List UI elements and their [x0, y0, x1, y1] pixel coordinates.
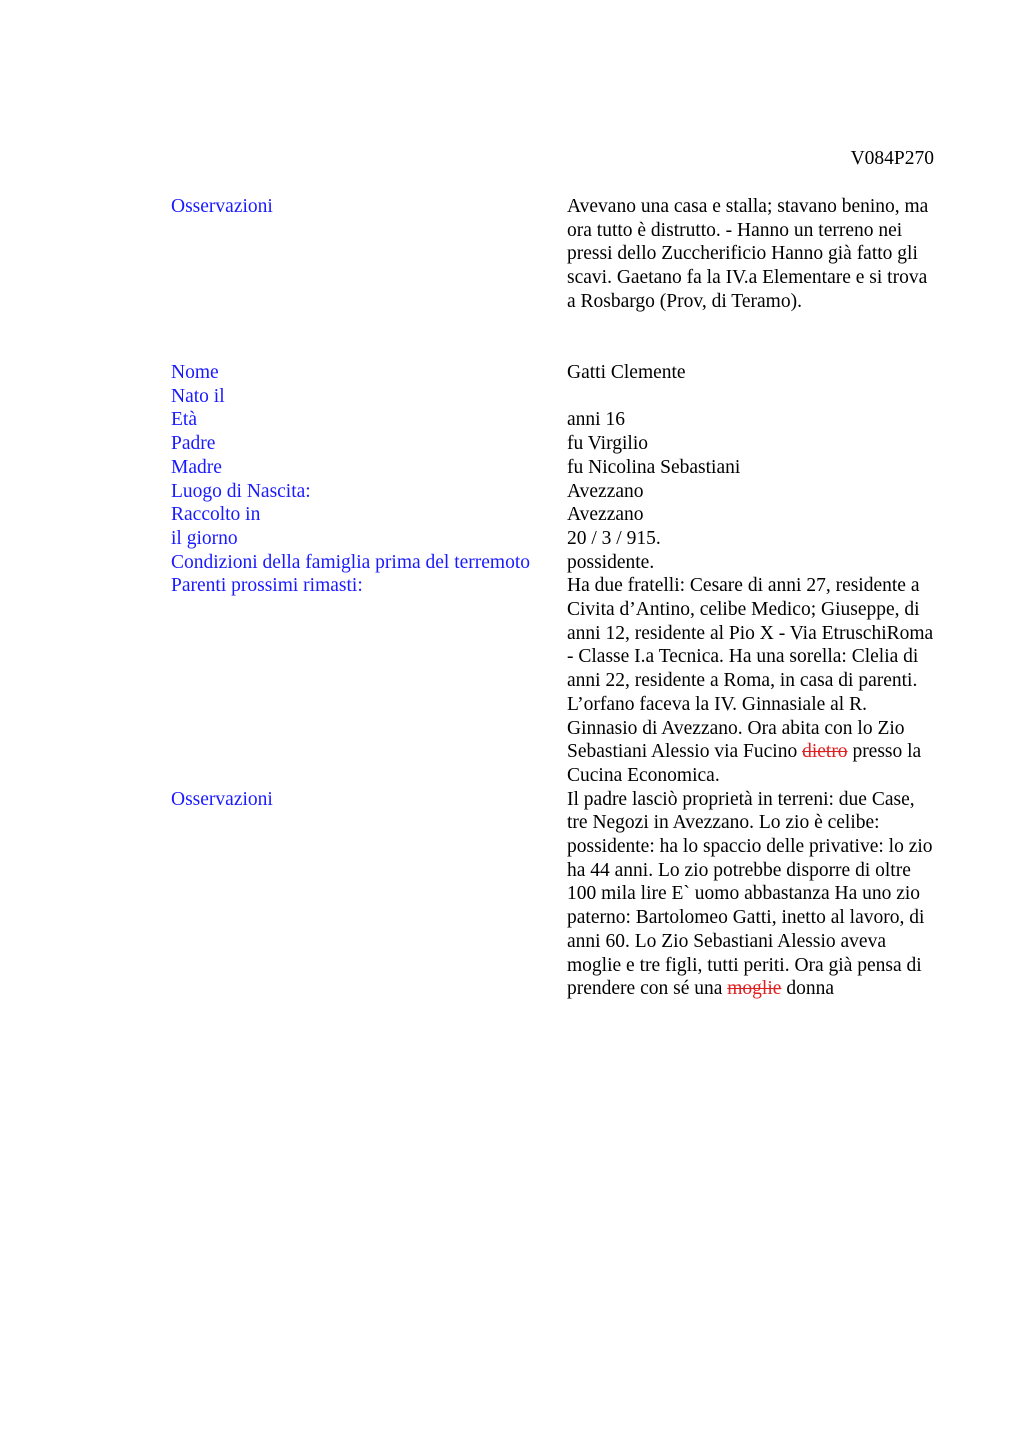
field-row-observations-1 — [171, 195, 941, 314]
field-row-padre — [171, 432, 941, 456]
field-label-raccolto-in: Raccolto in — [171, 504, 261, 526]
osservazioni-struck-word: moglie — [727, 978, 782, 1000]
field-row-nato-il — [171, 385, 941, 409]
parenti-struck-word: dietro — [802, 741, 848, 763]
record-section — [171, 361, 941, 1001]
field-value-raccolto-in: Avezzano — [567, 504, 644, 526]
field-label-osservazioni: Osservazioni — [171, 196, 273, 217]
field-label-eta: Età — [171, 409, 197, 431]
observations-section-1 — [171, 195, 941, 314]
field-value-osservazioni: Avevano una casa e stalla; stavano benino, ma ora tutto è distrutto. - Hanno un terreno nei pressi dello Zuccherificio Hanno già fatto gli scavi. Gaetano fa la IV.a Elementare e si trova a Rosbargo (Prov, di Teramo). — [567, 196, 929, 312]
field-value-eta: anni 16 — [567, 409, 625, 431]
field-label-condizioni: Condizioni della famiglia prima del terremoto — [171, 551, 531, 573]
field-value-nato-il — [567, 385, 937, 409]
field-label-nato-il: Nato il — [171, 385, 225, 407]
osservazioni-text-after: donna — [781, 978, 834, 1000]
field-row-il-giorno — [171, 527, 941, 551]
field-row-raccolto-in — [171, 503, 941, 527]
field-label-parenti: Parenti prossimi rimasti: — [171, 575, 363, 597]
field-value-osservazioni-2 — [567, 788, 937, 1001]
field-label-luogo-nascita: Luogo di Nascita: — [171, 480, 311, 502]
field-row-eta — [171, 408, 941, 432]
parenti-text-before: Ha due fratelli: Cesare di anni 27, residente a Civita d’Antino, celibe Medico; Giuseppe, di anni 12, residente al Pio X - Via EtruschiRoma - Classe I.a Tecnica. Ha una sorella: Clelia di anni 22, residente a Roma, in casa di parenti. L’orfano faceva la IV. Ginnasiale al R. Ginnasio di Avezzano. Ora abita con lo Zio Sebastiani Alessio via Fucino — [567, 575, 934, 763]
field-row-osservazioni-2 — [171, 788, 941, 1001]
field-label-nome: Nome — [171, 362, 219, 383]
field-label-madre: Madre — [171, 456, 222, 478]
field-row-condizioni — [171, 551, 941, 575]
field-value-parenti — [567, 574, 937, 787]
field-value-il-giorno: 20 / 3 / 915. — [567, 527, 661, 549]
field-label-padre: Padre — [171, 433, 216, 455]
parenti-text-after: presso la Cucina Economica. — [567, 741, 922, 786]
field-row-luogo-nascita — [171, 480, 941, 504]
page-code: V084P270 — [850, 148, 934, 169]
field-value-madre: fu Nicolina Sebastiani — [567, 456, 741, 478]
field-value-condizioni: possidente. — [567, 551, 655, 573]
field-value-padre: fu Virgilio — [567, 433, 648, 455]
field-label-osservazioni-2: Osservazioni — [171, 788, 273, 810]
field-row-madre — [171, 456, 941, 480]
field-label-il-giorno: il giorno — [171, 527, 238, 549]
field-row-nome — [171, 361, 941, 385]
field-row-parenti — [171, 574, 941, 787]
osservazioni-text-before: Il padre lasciò proprietà in terreni: due Case, tre Negozi in Avezzano. Lo zio è celibe: possidente: ha lo spaccio delle privative: lo zio ha 44 anni. Lo zio potrebbe disporre di oltre 100 mila lire E` uomo abbastanza Ha uno zio paterno: Bartolomeo Gatti, inetto al lavoro, di anni 60. Lo Zio Sebastiani Alessio aveva moglie e tre figli, tutti periti. Ora già pensa di prendere con sé una — [567, 788, 933, 1000]
field-value-nome: Gatti Clemente — [567, 362, 686, 383]
field-value-luogo-nascita: Avezzano — [567, 480, 644, 502]
